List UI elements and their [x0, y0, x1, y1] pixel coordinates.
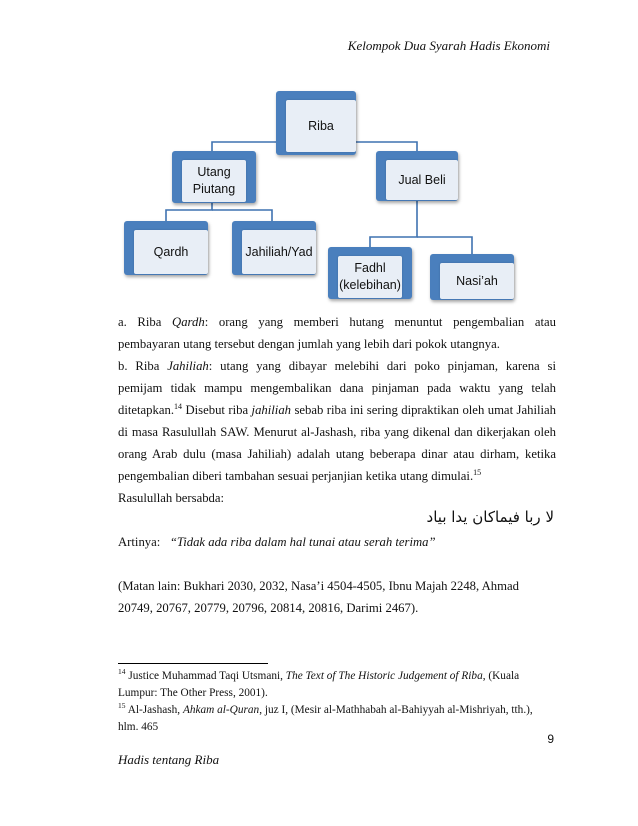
footnote-15-line2: hlm. 465: [118, 721, 159, 733]
node-jual-beli: [376, 151, 458, 201]
artinya-line: [118, 531, 556, 553]
disebut-text: Disebut riba: [182, 403, 252, 417]
node-nasiah-label: Nasi’ah: [440, 263, 514, 299]
artinya-translation: “Tidak ada riba dalam hal tunai atau serah terima”: [169, 535, 436, 549]
page-number: 9: [547, 732, 554, 746]
ditetapkan-text: ditetapkan.: [118, 403, 175, 417]
matan-line1: (Matan lain: Bukhari 2030, 2032, Nasa’i 4504-4505, Ibnu Majah 2248, Ahmad: [118, 579, 519, 593]
item-b-line6: [118, 465, 556, 487]
item-b-line3: [118, 399, 556, 421]
footnote-ref-14[interactable]: 14: [174, 401, 183, 411]
item-b-line6-text: pengembalian diberi tambahan sesuai perjanjian ketika utang dimulai.: [118, 469, 474, 483]
item-b-prefix: b. Riba: [118, 359, 160, 373]
connector-jualbeli-fadhl: [370, 200, 417, 248]
item-b-line4: di masa Rasulullah SAW. Menurut al-Jashash, riba yang dikenal dan dikerjakan oleh: [118, 425, 556, 439]
node-riba-label: Riba: [286, 100, 356, 152]
node-nasiah: [430, 254, 514, 300]
item-a-rest: : orang yang memberi hutang menuntut pengembalian atau: [204, 315, 556, 329]
footnote-14-line1: [118, 668, 558, 685]
node-fadhl: [328, 247, 412, 299]
matan-line2: 20749, 20767, 20779, 20796, 20814, 20816, Darimi 2467).: [118, 601, 419, 615]
item-a-line1: [118, 311, 556, 333]
item-b-line2: pemijam tidak mampu mengembalikan dana pinjaman pada waktu yang telah: [118, 381, 556, 395]
item-b-line5: orang Arab dulu (masa Jahiliah) adalah utang beberapa dinar atau dirham, ketika: [118, 447, 556, 461]
connector-jualbeli-nasiah: [417, 237, 472, 255]
footnote-14-title: The Text of The Historic Judgement of Riba: [285, 670, 483, 682]
item-b-line3-rest: sebab riba ini sering dipraktikan oleh umat Jahiliah: [291, 403, 556, 417]
node-jahiliah-label: Jahiliah/Yad: [242, 230, 316, 274]
node-jual-beli-label: Jual Beli: [386, 160, 458, 200]
footnote-14-line2: Lumpur: The Other Press, 2001).: [118, 687, 268, 699]
rasulullah-bersabda: Rasulullah bersabda:: [118, 491, 225, 505]
node-fadhl-label: Fadhl (kelebihan): [338, 256, 402, 298]
artinya-label: Artinya:: [118, 535, 161, 549]
footnote-ref-15[interactable]: 15: [473, 467, 482, 477]
node-qardh: [124, 221, 208, 275]
footnote-14-number: 14: [118, 667, 126, 677]
footnote-15-rest: , juz I, (Mesir al-Mathhabah al-Bahiyyah al-Mishriyah, tth.),: [259, 704, 533, 716]
footnote-15-number: 15: [118, 701, 126, 711]
item-b-rest: : utang yang dibayar melebihi dari poko pinjaman, karena si: [208, 359, 556, 373]
node-utang-piutang: [172, 151, 256, 203]
term-qardh: Qardh: [172, 315, 205, 329]
connector-utang-qardh: [166, 200, 212, 222]
item-a-prefix: a. Riba: [118, 315, 162, 329]
node-utang-piutang-label: Utang Piutang: [182, 160, 246, 202]
node-riba: [276, 91, 356, 155]
footnote-14-rest: , (Kuala: [482, 670, 520, 682]
footnote-15-title: Ahkam al-Quran: [182, 704, 260, 716]
item-a-line2: pembayaran utang tersebut dengan jumlah yang lebih dari pokok utangnya.: [118, 337, 500, 351]
item-b-line1: [118, 355, 556, 377]
arabic-hadith: لا ربا فيماكان يدا بياد: [426, 508, 554, 526]
running-header: Kelompok Dua Syarah Hadis Ekonomi: [347, 38, 550, 53]
term-jahiliah: Jahiliah: [167, 359, 209, 373]
node-jahiliah: [232, 221, 316, 275]
footnote-14-author: Justice Muhammad Taqi Utsmani,: [125, 670, 286, 682]
term-jahiliah-inline: jahiliah: [251, 403, 292, 417]
running-footer: Hadis tentang Riba: [118, 752, 220, 767]
footnote-separator: [118, 663, 268, 664]
node-qardh-label: Qardh: [134, 230, 208, 274]
footnote-15-line1: [118, 702, 558, 719]
footnote-15-author: Al-Jashash,: [125, 704, 183, 716]
